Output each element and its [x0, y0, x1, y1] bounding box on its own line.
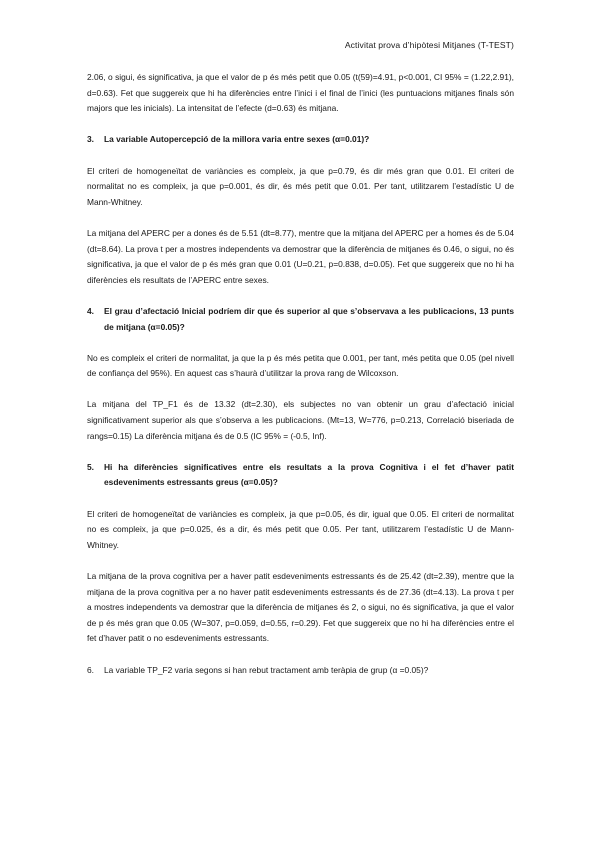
question-5-heading	[87, 460, 514, 491]
paragraph-q3-results: La mitjana del APERC per a dones és de 5.51 (dt=8.77), mentre que la mitjana del APERC per a homes és de 5.04 (dt=8.64). La prova t per a mostres independents va demostrar que la diferència de mitjanes és 0.46, o sigui, no és significativa, ja que el valor de p és més gran que 0.01 (U=0.21, p=0.838, d=0.05). Fet que suggereix que no hi ha diferències els resultats de l’APERC entre sexes.	[87, 227, 514, 285]
paragraph-q4-results: La mitjana del TP_F1 és de 13.32 (dt=2.30), els subjectes no van obtenir un grau d’afectació inicial significativament superior als que s’observa a les publicacions. (Mt=13, W=776, p=0.213, Correlació biseriada de rangs=0.15) La diferència mitjana és de 0.5 (IC 95% = (-0.5, Inf).	[87, 399, 514, 441]
document-body	[87, 70, 514, 678]
paragraph-q5-assumptions: El criteri de homogeneïtat de variàncies es compleix, ja que p=0.05, és dir, igual que 0.05. El criteri de normalitat no es compleix, ja que p=0.025, és a dir, és més petit que 0.05. Per tant, utilitzarem l’estadístic U de Mann-Whitney.	[87, 508, 514, 550]
paragraph-q4-assumptions: No es compleix el criteri de normalitat, ja que la p és més petita que 0.001, per tant, més petita que 0.05 (pel nivell de confiança del 95%). En aquest cas s’haurà d’utilitzar la prova rang de Wilcoxson.	[87, 352, 514, 379]
question-6-number: 6.	[87, 664, 94, 675]
paragraph-q2-conclusion: 2.06, o sigui, és significativa, ja que el valor de p és més petit que 0.05 (t(59)=4.91, p<0.001, CI 95% = (1.22,2.91), d=0.63). Fet que suggereix que hi ha diferències entre l’inici i el final de l’inici (les puntuacions mitjanes finals són majors que les inicials). La intensitat de l’efecte (d=0.63) és mitjana.	[87, 72, 514, 114]
question-3-text: La variable Autopercepció de la millora varia entre sexes (α=0.01)?	[104, 134, 370, 145]
question-3-heading	[87, 132, 514, 148]
paragraph-q3-assumptions: El criteri de homogeneïtat de variàncies es compleix, ja que p=0.79, és dir més gran que 0.01. El criteri de normalitat no es compleix, ja que p=0.001, és dir, és més petit que 0.01. Per tant, utilitzarem l’estadístic U de Mann-Whitney.	[87, 165, 514, 207]
question-4-number: 4.	[87, 305, 94, 316]
question-4-text: El grau d’afectació Inicial podríem dir que és superior al que s’observava a les publicacions, 13 punts de mitjana (α=0.05)?	[104, 305, 514, 332]
question-5-text: Hi ha diferències significatives entre els resultats a la prova Cognitiva i el fet d’haver patit esdeveniments estressants greus (α=0.05)?	[104, 461, 514, 488]
question-3-number: 3.	[87, 134, 94, 145]
question-6-text: La variable TP_F2 varia segons si han rebut tractament amb teràpia de grup (α =0.05)?	[104, 664, 429, 675]
question-5-number: 5.	[87, 461, 94, 472]
question-4-heading	[87, 304, 514, 335]
question-6-heading	[87, 663, 514, 679]
paragraph-q5-results: La mitjana de la prova cognitiva per a haver patit esdeveniments estressants és de 25.42 (dt=2.39), mentre que la mitjana de la prova cognitiva per a no haver patit esdeveniments estressants és de 27.36 (dt=4.13). La prova t per a mostres independents va demostrar que la diferència de mitjanes és 2, o sigui, no és significativa, ja que el valor de p és més gran que 0.05 (W=307, p=0.059, d=0.55, r=0.29). Fet que suggereix que no hi ha diferències entre el fet d’haver patit o no esdeveniments estressants.	[87, 571, 514, 644]
page-header-title: Activitat prova d’hipòtesi Mitjanes (T-TEST)	[344, 40, 514, 50]
